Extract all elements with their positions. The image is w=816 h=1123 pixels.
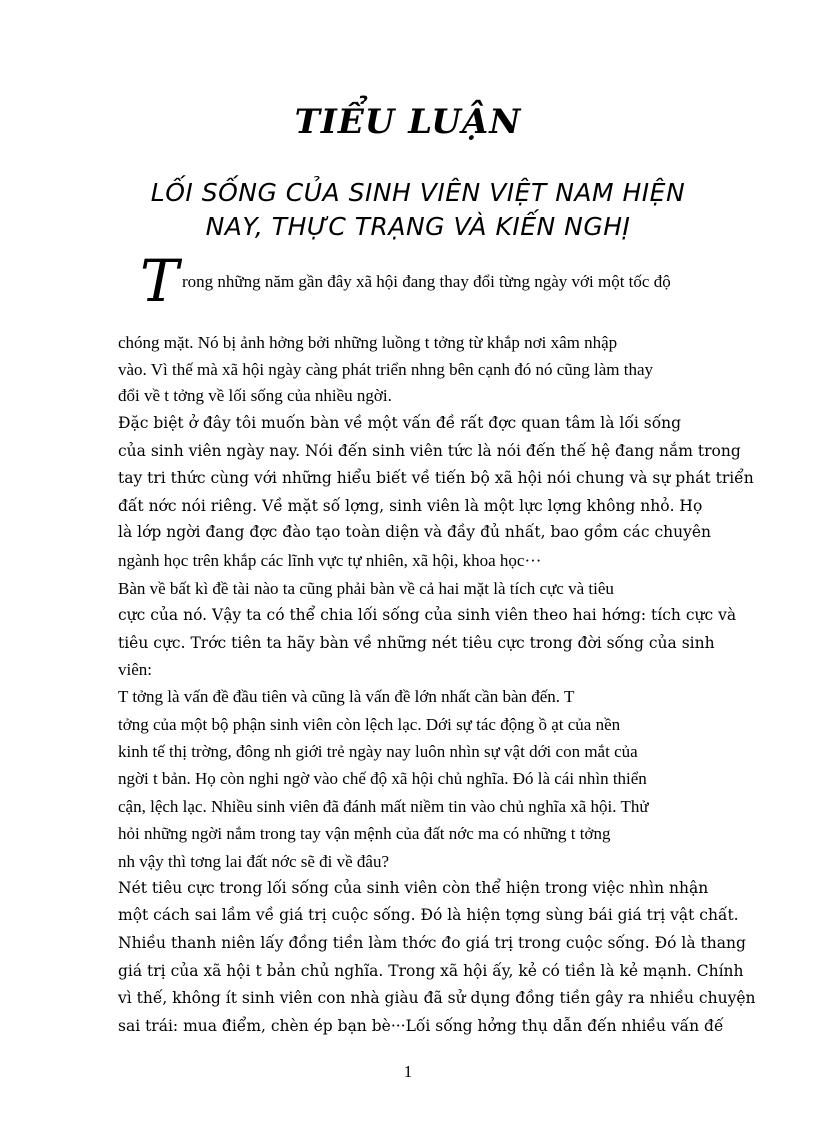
text-line: Đặc biệt ở đây tôi muốn bàn về một vấn đề rất đợc quan tâm là lối sống <box>118 414 682 432</box>
text-line: của sinh viên ngày nay. Nói đến sinh viên tức là nói đến thế hệ đang nắm trong <box>118 442 741 460</box>
subtitle-line-2: NAY, THỰC TRẠNG VÀ KIẾN NGHỊ <box>205 212 631 241</box>
text-line: ngời t bản. Họ còn nghi ngờ vào chế độ xã hội chủ nghĩa. Đó là cái nhìn thiển <box>118 769 647 788</box>
text-line: đổi về t tởng về lối sống của nhiều ngời. <box>118 386 392 405</box>
text-line: Bàn về bất kì đề tài nào ta cũng phải bàn về cả hai mặt là tích cực và tiêu <box>118 579 614 598</box>
text-line: T tởng là vấn đề đầu tiên và cũng là vấn đề lớn nhất cần bàn đến. T <box>118 687 575 706</box>
text-line: vì thế, không ít sinh viên con nhà giàu đã sử dụng đồng tiền gây ra nhiều chuyện <box>118 989 756 1007</box>
page-number: 1 <box>403 1062 413 1081</box>
text-line: kinh tế thị trờng, đông nh giới trẻ ngày nay luôn nhìn sự vật dới con mắt của <box>118 742 638 761</box>
text-line: vào. Vì thế mà xã hội ngày càng phát triển nhng bên cạnh đó nó cũng làm thay <box>118 360 654 379</box>
text-line: là lớp ngời đang đợc đào tạo toàn diện và đầy đủ nhất, bao gồm các chuyên <box>118 523 712 541</box>
text-line: Nét tiêu cực trong lối sống của sinh viên còn thể hiện trong việc nhìn nhận <box>118 879 709 897</box>
text-line: tởng của một bộ phận sinh viên còn lệch lạc. Dới sự tác động ồ ạt của nền <box>118 715 621 734</box>
document-title: TIỂU LUẬN <box>294 102 522 142</box>
text-line: hỏi những ngời nắm trong tay vận mệnh của đất nớc ma có những t tởng <box>118 824 611 843</box>
first-paragraph-line <box>118 247 738 315</box>
text-line: đất nớc nói riêng. Về mặt số lợng, sinh viên là một lực lợng không nhỏ. Họ <box>118 497 703 515</box>
text-line: sai trái: mua điểm, chèn ép bạn bè···Lối sống hởng thụ dẫn đến nhiều vấn đế <box>118 1017 724 1035</box>
text-line: giá trị của xã hội t bản chủ nghĩa. Trong xã hội ấy, kẻ có tiền là kẻ mạnh. Chính <box>118 962 744 980</box>
document-subtitle <box>118 176 718 244</box>
text-line: cực của nó. Vậy ta có thể chia lối sống của sinh viên theo hai hớng: tích cực và <box>118 606 737 624</box>
text-line: một cách sai lầm về giá trị cuộc sống. Đó là hiện tợng sùng bái giá trị vật chất. <box>118 906 739 924</box>
first-line-text: rong những năm gần đây xã hội đang thay đổi từng ngày với một tốc độ <box>182 272 671 291</box>
drop-cap: T <box>140 247 179 315</box>
subtitle-line-1: LỐI SỐNG CỦA SINH VIÊN VIỆT NAM HIỆN <box>150 178 686 207</box>
text-line: viên: <box>118 660 152 679</box>
text-line: chóng mặt. Nó bị ảnh hởng bởi những luồng t tởng từ khắp nơi xâm nhập <box>118 333 618 352</box>
text-line: ngành học trên khắp các lĩnh vực tự nhiên, xã hội, khoa học··· <box>118 551 542 570</box>
text-line: tay tri thức cùng với những hiểu biết về tiến bộ xã hội nói chung và sự phát triển <box>118 469 754 487</box>
text-line: tiêu cực. Trớc tiên ta hãy bàn về những nét tiêu cực trong đời sống của sinh <box>118 634 715 652</box>
text-line: cận, lệch lạc. Nhiều sinh viên đã đánh mất niềm tin vào chủ nghĩa xã hội. Thử <box>118 797 649 816</box>
text-line: Nhiều thanh niên lấy đồng tiền làm thớc đo giá trị trong cuộc sống. Đó là thang <box>118 934 746 952</box>
text-line: nh vậy thì tơng lai đất nớc sẽ đi về đâu? <box>118 852 390 871</box>
